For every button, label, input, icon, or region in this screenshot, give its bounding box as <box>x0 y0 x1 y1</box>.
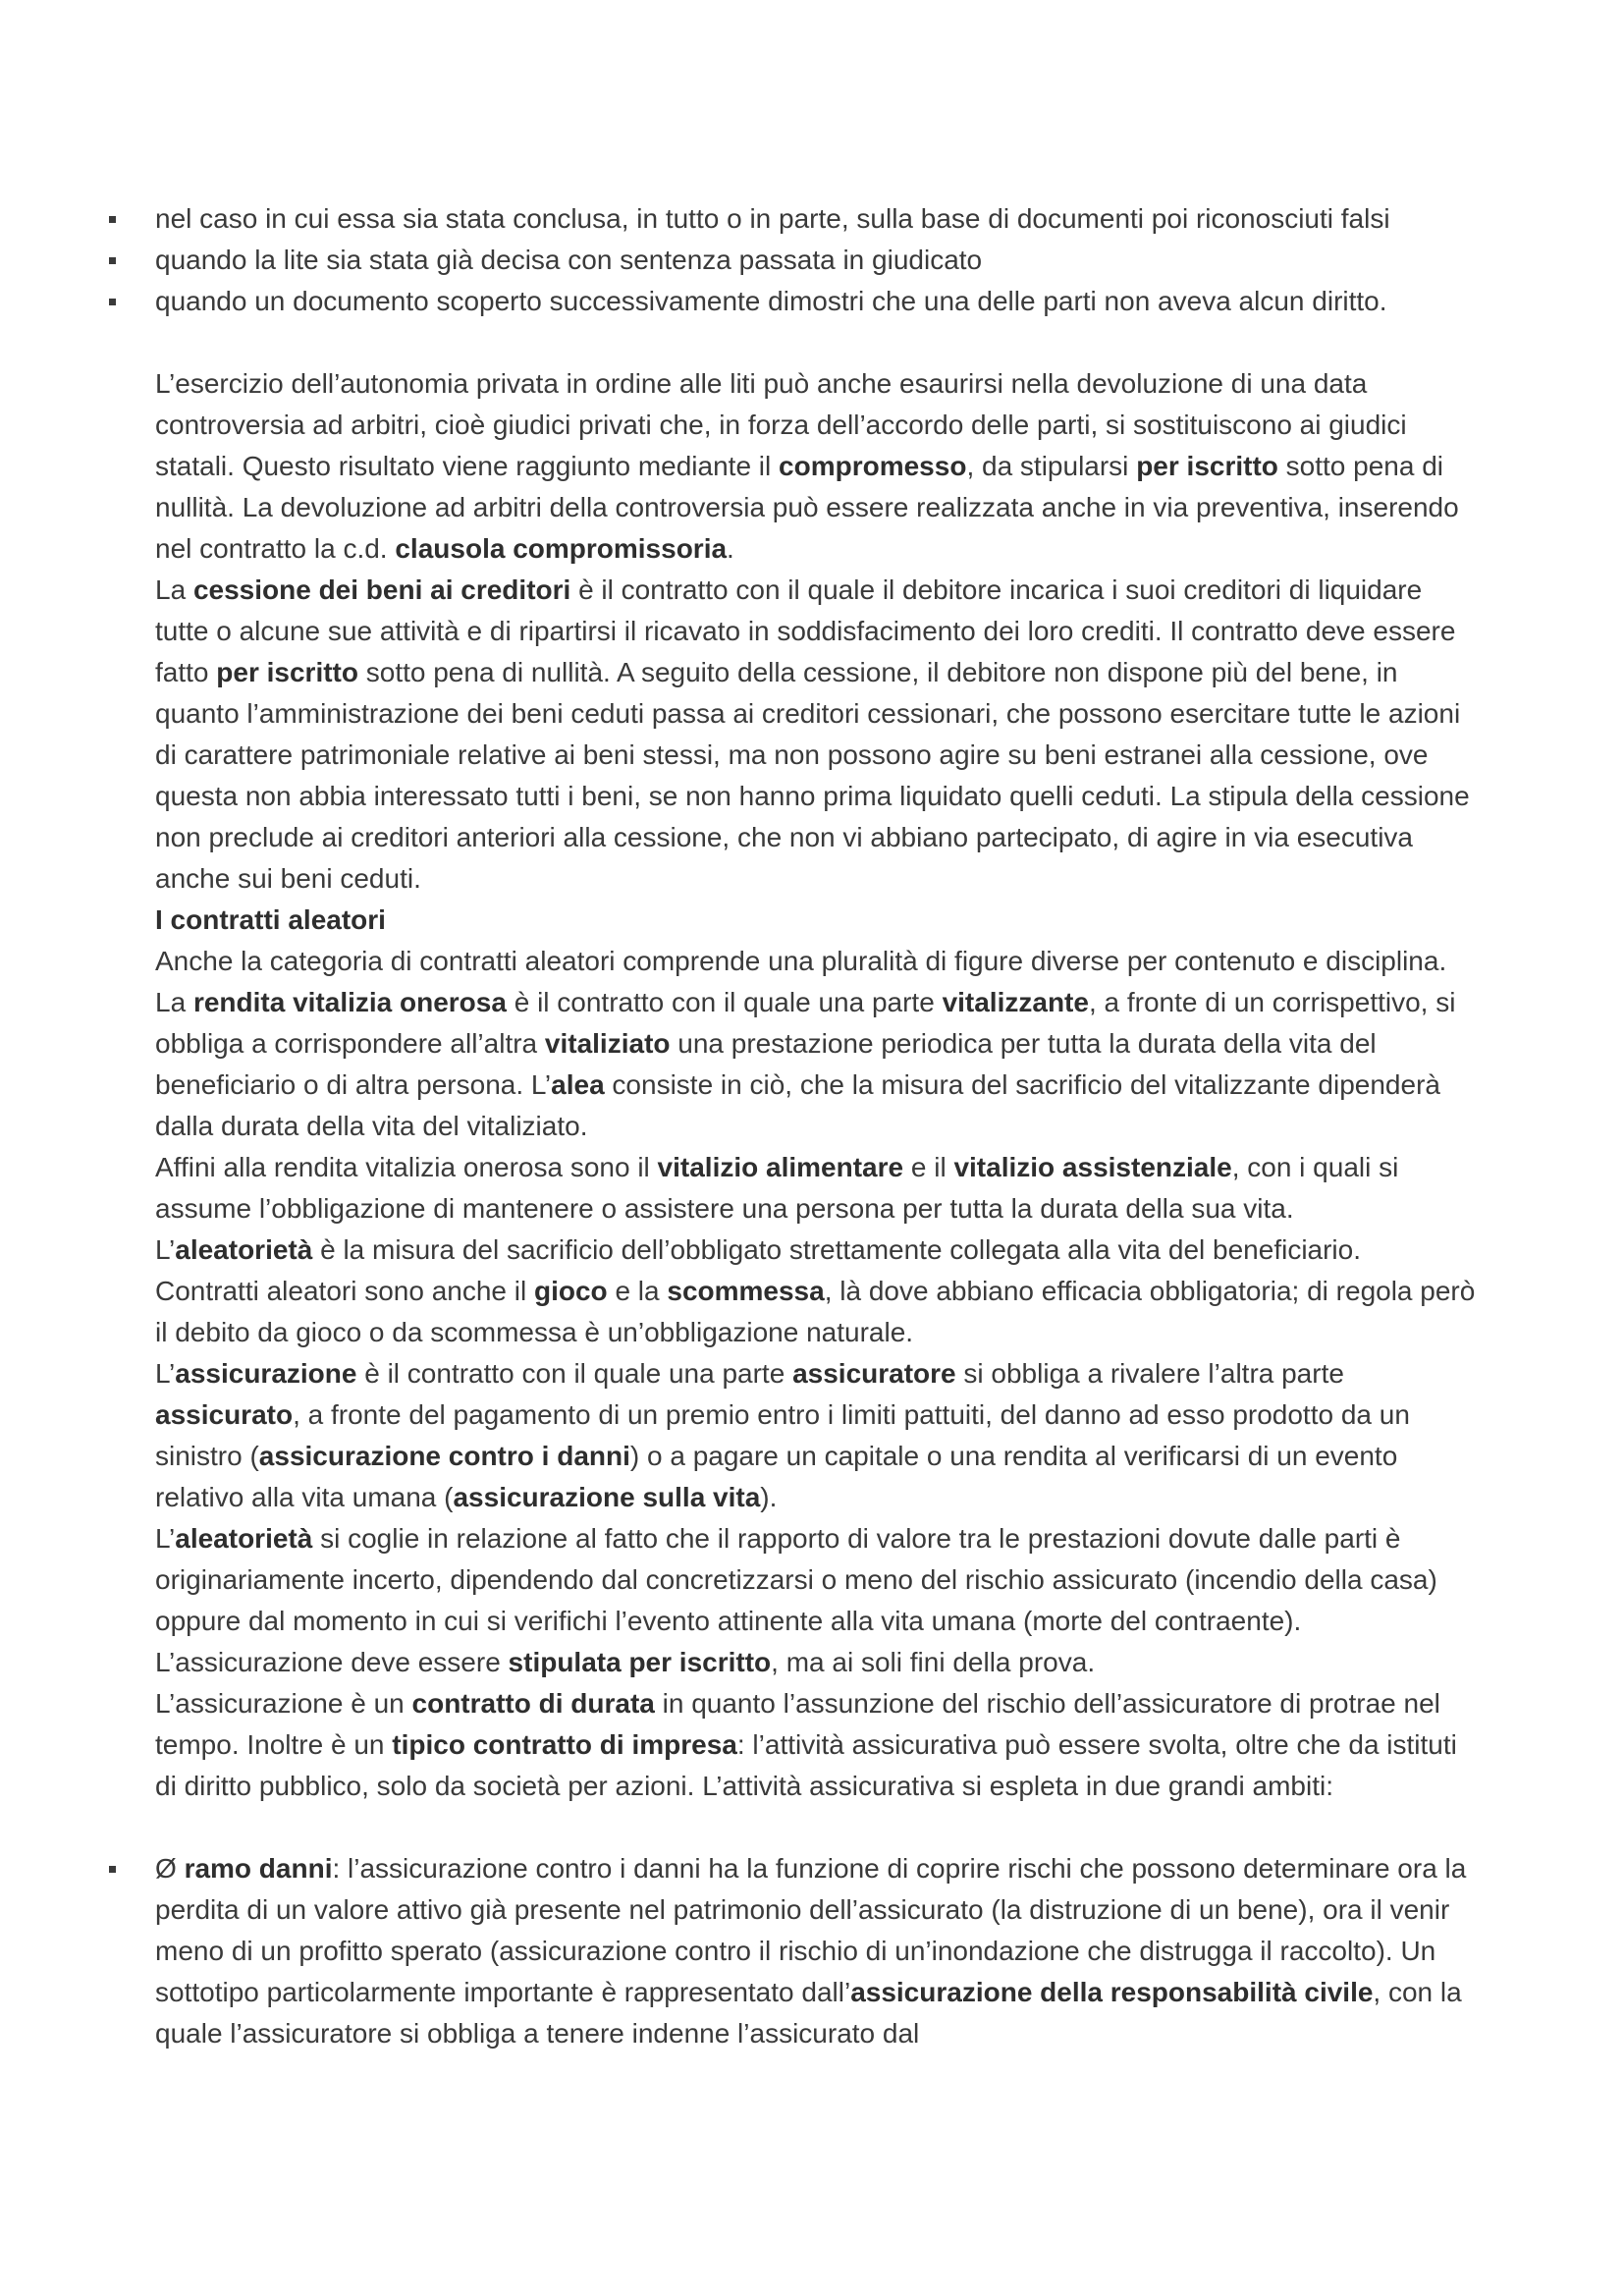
paragraph-gioco: Contratti aleatori sono anche il gioco e la scommessa, là dove abbiano efficacia obbligatoria; di regola però il debito da gioco o da scommessa è un’obbligazione naturale. <box>155 1276 1476 1347</box>
paragraph-assicurazione: L’assicurazione è il contratto con il quale una parte assicuratore si obbliga a rivalere l’altra parte assicurato, a fronte del pagamento di un premio entro i limiti pattuiti, del danno ad esso prodotto da un sinistro (assicurazione contro i danni) o a pagare un capitale o una rendita al verificarsi di un evento relativo alla vita umana (assicurazione sulla vita). <box>155 1358 1410 1512</box>
body-text <box>155 363 1481 1807</box>
paragraph-durata: L’assicurazione è un contratto di durata in quanto l’assunzione del rischio dell’assicuratore di protrae nel tempo. Inoltre è un tipico contratto di impresa: l’attività assicurativa può essere svolta, oltre che da istituti di diritto pubblico, solo da società per azioni. L’attività assicurativa si espleta in due grandi ambiti: <box>155 1688 1457 1801</box>
paragraph-arbitri: L’esercizio dell’autonomia privata in ordine alle liti può anche esaurirsi nella devoluzione di una data controversia ad arbitri, cioè giudici privati che, in forza dell’accordo delle parti, si sostituiscono ai giudici statali. Questo risultato viene raggiunto mediante il compromesso, da stipularsi per iscritto sotto pena di nullità. La devoluzione ad arbitri della controversia può essere realizzata anche in via preventiva, inserendo nel contratto la c.d. clausola compromissoria. <box>155 368 1459 564</box>
bullet-list-ambiti <box>155 1848 1481 2054</box>
paragraph-rendita: La rendita vitalizia onerosa è il contratto con il quale una parte vitalizzante, a fronte di un corrispettivo, si obbliga a corrispondere all’altra vitaliziato una prestazione periodica per tutta la durata della vita del beneficiario o di altra persona. L’alea consiste in ciò, che la misura del sacrificio del vitalizzante dipenderà dalla durata della vita del vitaliziato. <box>155 987 1456 1141</box>
paragraph-aleatorieta-1: L’aleatorietà è la misura del sacrificio dell’obbligato strettamente collegata alla vita del beneficiario. <box>155 1234 1362 1265</box>
bullet-item: quando la lite sia stata già decisa con sentenza passata in giudicato <box>155 240 1481 281</box>
bullet-item: quando un documento scoperto successivamente dimostri che una delle parti non aveva alcun diritto. <box>155 281 1481 322</box>
bullet-item-ramo-danni: Ø ramo danni: l’assicurazione contro i danni ha la funzione di coprire rischi che possono determinare ora la perdita di un valore attivo già presente nel patrimonio dell’assicurato (la distruzione di un bene), ora il venir meno di un profitto sperato (assicurazione contro il rischio di un’inondazione che distrugga il raccolto). Un sottotipo particolarmente importante è rappresentato dall’assicurazione della responsabilità civile, con la quale l’assicuratore si obbliga a tenere indenne l’assicurato dal <box>155 1848 1481 2054</box>
paragraph-categoria: Anche la categoria di contratti aleatori comprende una pluralità di figure diverse per contenuto e disciplina. <box>155 946 1447 976</box>
paragraph-stipulata: L’assicurazione deve essere stipulata per iscritto, ma ai soli fini della prova. <box>155 1647 1096 1677</box>
paragraph-affini: Affini alla rendita vitalizia onerosa sono il vitalizio alimentare e il vitalizio assistenziale, con i quali si assume l’obbligazione di mantenere o assistere una persona per tutta la durata della sua vita. <box>155 1152 1399 1224</box>
section-heading-aleatori: I contratti aleatori <box>155 904 386 935</box>
paragraph-cessione: La cessione dei beni ai creditori è il contratto con il quale il debitore incarica i suoi creditori di liquidare tutte o alcune sue attività e di ripartirsi il ricavato in soddisfacimento dei loro crediti. Il contratto deve essere fatto per iscritto sotto pena di nullità. A seguito della cessione, il debitore non dispone più del bene, in quanto l’amministrazione dei beni ceduti passa ai creditori cessionari, che possono esercitare tutte le azioni di carattere patrimoniale relative ai beni stessi, ma non possono agire su beni estranei alla cessione, ove questa non abbia interessato tutti i beni, se non hanno prima liquidato quelli ceduti. La stipula della cessione non preclude ai creditori anteriori alla cessione, che non vi abbiano partecipato, di agire in via esecutiva anche sui beni ceduti. <box>155 574 1470 894</box>
page-content <box>155 198 1481 2054</box>
paragraph-aleatorieta-2: L’aleatorietà si coglie in relazione al fatto che il rapporto di valore tra le prestazioni dovute dalle parti è originariamente incerto, dipendendo dal concretizzarsi o meno del rischio assicurato (incendio della casa) oppure dal momento in cui si verifichi l’evento attinente alla vita umana (morte del contraente). <box>155 1523 1437 1636</box>
bullet-item: nel caso in cui essa sia stata conclusa, in tutto o in parte, sulla base di documenti poi riconosciuti falsi <box>155 198 1481 240</box>
bullet-list-revocazione <box>155 198 1481 322</box>
